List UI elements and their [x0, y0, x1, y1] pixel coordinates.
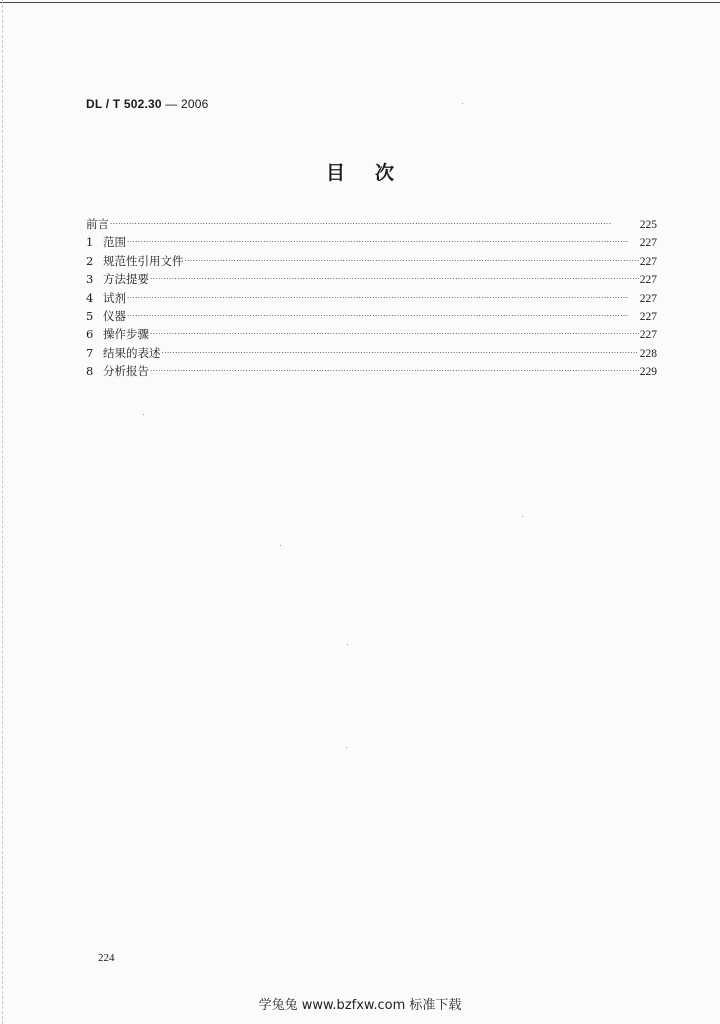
scan-speck: [346, 747, 347, 748]
toc-entry-page: 227: [639, 329, 657, 342]
toc-entry-label: 操作步骤: [103, 327, 149, 342]
table-of-contents: [86, 215, 657, 381]
toc-leader-dots: [150, 323, 639, 343]
toc-entry-label: 试剂: [103, 290, 126, 305]
toc-entry-page: 227: [639, 310, 657, 323]
toc-entry-8[interactable]: [86, 362, 657, 380]
toc-entry-page: 225: [639, 219, 657, 231]
toc-entry-number: 6: [86, 327, 94, 342]
toc-entry-number: 4: [86, 290, 94, 305]
toc-entry-number: 5: [86, 308, 94, 323]
toc-entry-label: 前言: [86, 217, 109, 231]
toc-entry-page: 227: [639, 274, 657, 287]
toc-leader-dots: [127, 287, 639, 307]
standard-code-header: [86, 97, 209, 111]
toc-entry-number: 1: [86, 235, 94, 250]
toc-entry-label: 分析报告: [103, 364, 149, 379]
scan-speck: [347, 644, 348, 645]
toc-entry-page: 228: [639, 347, 657, 360]
scan-speck: [143, 414, 144, 415]
toc-leader-dots: [162, 342, 639, 362]
scan-top-border: [0, 2, 720, 3]
toc-entry-number: 3: [86, 272, 94, 287]
toc-entry-page: 227: [639, 237, 657, 250]
standard-code: DL / T 502.30: [86, 97, 162, 111]
toc-entry-label: 仪器: [103, 308, 126, 323]
toc-entry-label: 范围: [103, 235, 126, 250]
toc-entry-page: 229: [639, 366, 657, 379]
toc-entry-page: 227: [639, 255, 657, 268]
toc-entry-page: 227: [639, 292, 657, 305]
page-number: 224: [98, 952, 115, 964]
toc-leader-dots: [185, 250, 639, 270]
toc-entry-label: 规范性引用文件: [103, 253, 184, 268]
toc-leader-dots: [127, 305, 639, 325]
toc-entry-number: 7: [86, 345, 94, 360]
scan-left-border: [2, 0, 4, 1024]
scan-speck: [522, 516, 523, 517]
toc-entry-number: 8: [86, 364, 94, 379]
toc-entry-label: 结果的表述: [103, 345, 161, 360]
watermark-link[interactable]: 学兔兔 www.bzfxw.com 标准下载: [258, 998, 462, 1013]
toc-leader-dots: [127, 231, 639, 251]
toc-entry-label: 方法提要: [103, 272, 149, 287]
toc-leader-dots: [150, 268, 639, 288]
toc-title: 目次: [325, 162, 424, 184]
toc-leader-dots: [150, 360, 639, 380]
toc-entry-number: 2: [86, 253, 94, 268]
standard-year: — 2006: [161, 97, 209, 111]
scan-speck: [462, 103, 463, 104]
toc-leader-dots: [110, 213, 639, 233]
scan-speck: [280, 545, 281, 546]
